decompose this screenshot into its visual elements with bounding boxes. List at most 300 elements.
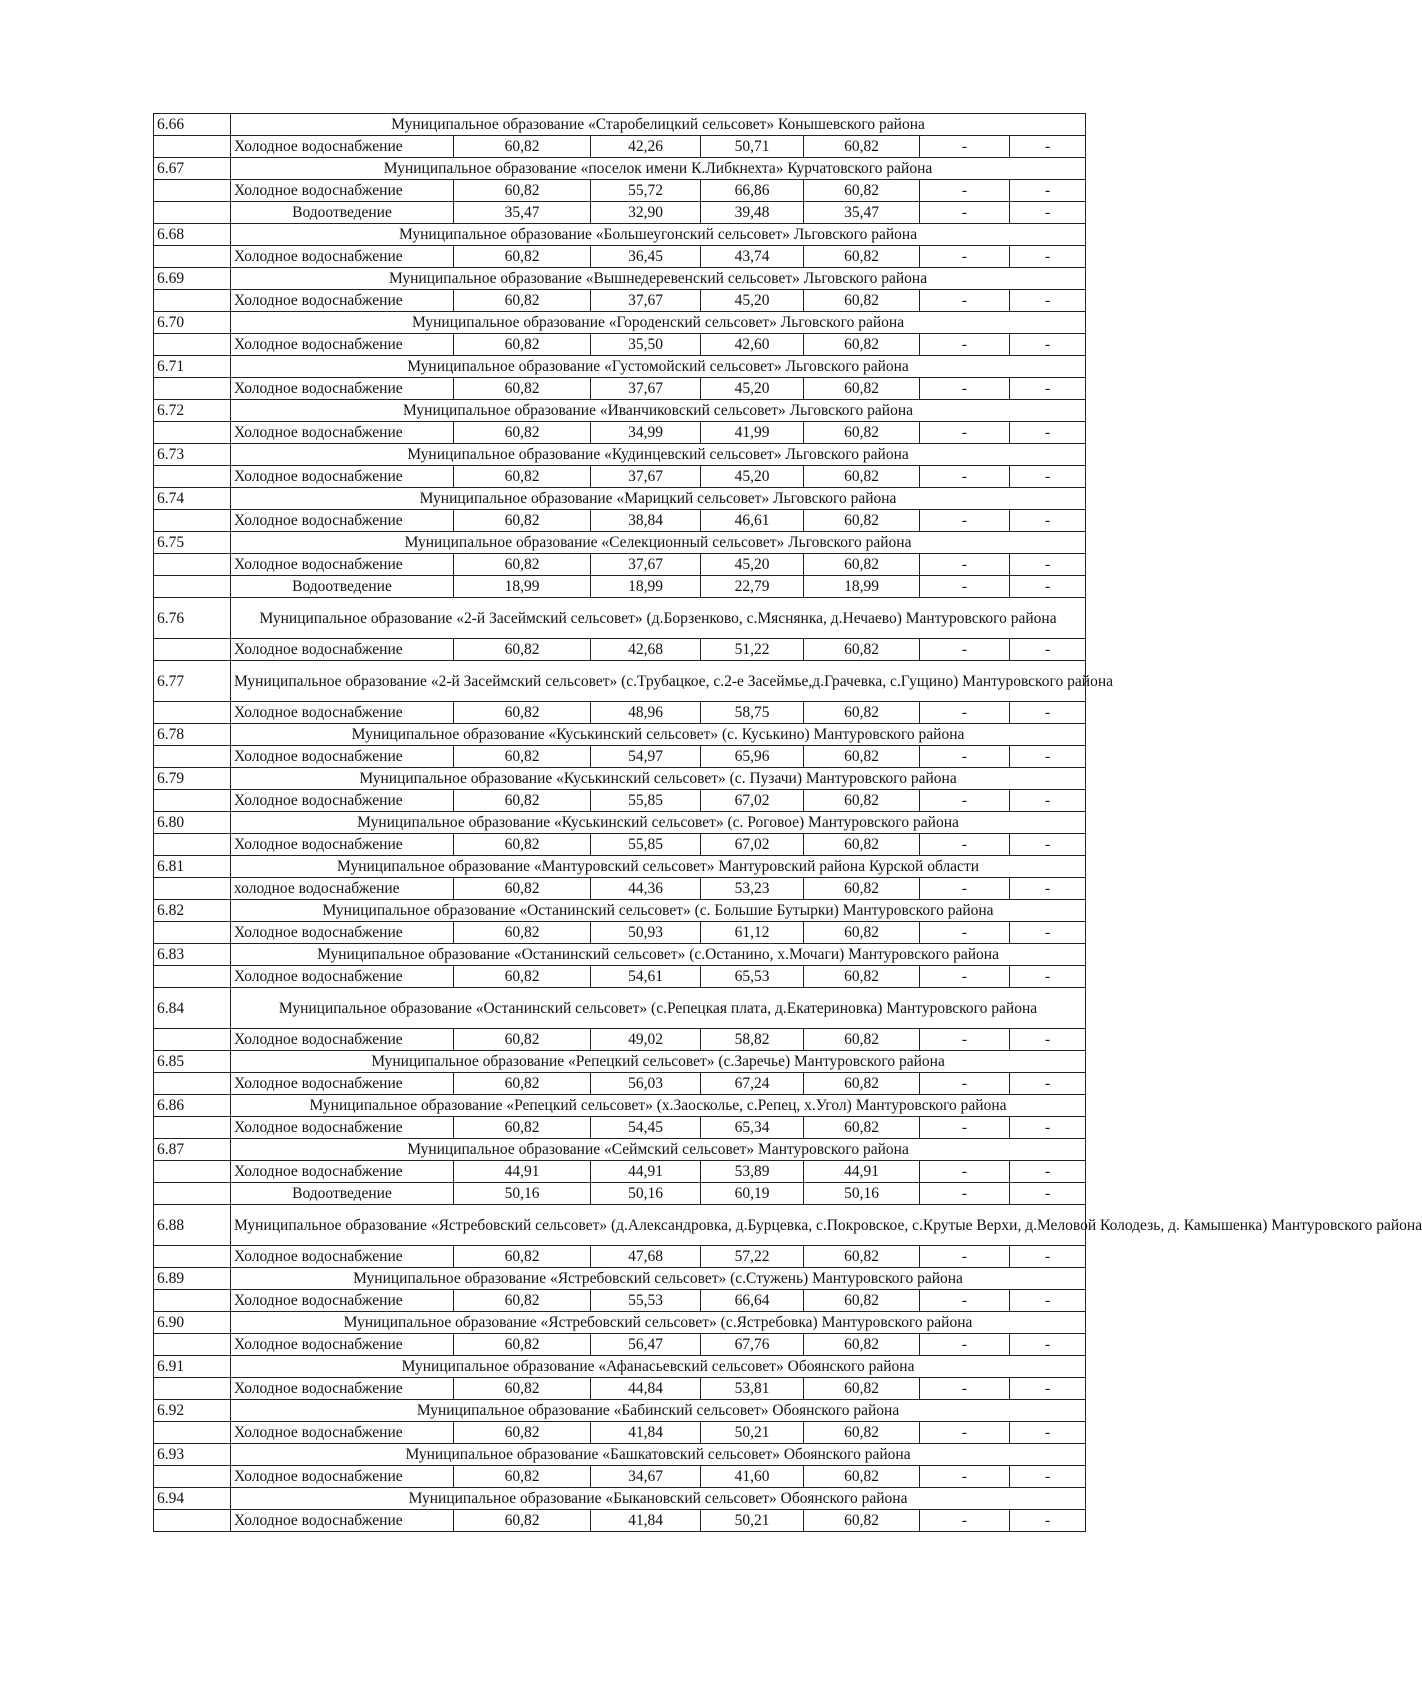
tariff-value: 60,82 [804, 878, 920, 900]
tariff-value: 56,47 [591, 1334, 701, 1356]
municipality-header-row [154, 268, 1086, 290]
empty-number-cell [154, 466, 231, 488]
municipality-title: Муниципальное образование «Мантуровский сельсовет» Мантуровский района Курской области [231, 856, 1086, 878]
tariff-value: - [1010, 790, 1086, 812]
tariff-value: 58,75 [701, 702, 804, 724]
service-name: холодное водоснабжение [231, 878, 454, 900]
municipality-title: Муниципальное образование «Ястребовский сельсовет» (с.Ястребовка) Мантуровского района [231, 1312, 1086, 1334]
tariff-value: 60,82 [454, 790, 591, 812]
service-row [154, 136, 1086, 158]
tariff-value: 45,20 [701, 554, 804, 576]
tariff-value: - [1010, 246, 1086, 268]
municipality-title: Муниципальное образование «Ястребовский сельсовет» (д.Александровка, д.Бурцевка, с.Покровское, с.Крутые Верхи, д.Меловой Колодезь, д. Камышенка) Мантуровского района [231, 1205, 1086, 1246]
row-number: 6.74 [154, 488, 231, 510]
empty-number-cell [154, 576, 231, 598]
municipality-header-row [154, 1139, 1086, 1161]
tariff-value: - [1010, 290, 1086, 312]
empty-number-cell [154, 790, 231, 812]
service-name: Холодное водоснабжение [231, 1117, 454, 1139]
service-row [154, 702, 1086, 724]
service-row [154, 1161, 1086, 1183]
empty-number-cell [154, 1334, 231, 1356]
municipality-header-row [154, 724, 1086, 746]
tariff-value: 56,03 [591, 1073, 701, 1095]
tariff-value: - [920, 466, 1010, 488]
tariff-value: 60,82 [454, 554, 591, 576]
service-name: Холодное водоснабжение [231, 1161, 454, 1183]
service-name: Холодное водоснабжение [231, 334, 454, 356]
row-number: 6.76 [154, 598, 231, 639]
empty-number-cell [154, 1510, 231, 1532]
tariff-value: 42,68 [591, 639, 701, 661]
municipality-header-row [154, 1444, 1086, 1466]
municipality-title: Муниципальное образование «Куськинский сельсовет» (с. Роговое) Мантуровского района [231, 812, 1086, 834]
tariff-value: 41,84 [591, 1422, 701, 1444]
tariff-table [153, 113, 1422, 1532]
tariff-value: 60,82 [804, 790, 920, 812]
tariff-value: 54,45 [591, 1117, 701, 1139]
municipality-title: Муниципальное образование «Останинский сельсовет» (с.Репецкая плата, д.Екатериновка) Мантуровского района [231, 988, 1086, 1029]
tariff-value: - [1010, 1466, 1086, 1488]
tariff-value: 60,82 [804, 1029, 920, 1051]
empty-number-cell [154, 378, 231, 400]
service-row [154, 1183, 1086, 1205]
tariff-value: 60,82 [804, 834, 920, 856]
municipality-header-row [154, 768, 1086, 790]
tariff-value: - [920, 576, 1010, 598]
tariff-value: 60,82 [804, 1510, 920, 1532]
tariff-value: 58,82 [701, 1029, 804, 1051]
tariff-value: 55,85 [591, 790, 701, 812]
row-number: 6.82 [154, 900, 231, 922]
service-row [154, 746, 1086, 768]
tariff-value: - [1010, 202, 1086, 224]
tariff-value: 35,47 [454, 202, 591, 224]
service-name: Холодное водоснабжение [231, 1029, 454, 1051]
municipality-title: Муниципальное образование «Сеймский сельсовет» Мантуровского района [231, 1139, 1086, 1161]
empty-number-cell [154, 510, 231, 532]
tariff-value: 54,61 [591, 966, 701, 988]
municipality-title: Муниципальное образование «Бабинский сельсовет» Обоянского района [231, 1400, 1086, 1422]
tariff-value: 60,82 [804, 746, 920, 768]
tariff-value: 44,91 [454, 1161, 591, 1183]
tariff-value: 18,99 [454, 576, 591, 598]
service-name: Холодное водоснабжение [231, 966, 454, 988]
tariff-value: 51,22 [701, 639, 804, 661]
municipality-header-row [154, 224, 1086, 246]
service-row [154, 466, 1086, 488]
tariff-value: 54,97 [591, 746, 701, 768]
municipality-header-row [154, 312, 1086, 334]
municipality-title: Муниципальное образование «Марицкий сельсовет» Льговского района [231, 488, 1086, 510]
tariff-value: - [920, 1378, 1010, 1400]
tariff-value: 61,12 [701, 922, 804, 944]
service-name: Холодное водоснабжение [231, 422, 454, 444]
service-row [154, 290, 1086, 312]
tariff-value: - [920, 1029, 1010, 1051]
tariff-value: 60,82 [804, 922, 920, 944]
tariff-value: 50,21 [701, 1422, 804, 1444]
service-row [154, 1466, 1086, 1488]
tariff-value: 47,68 [591, 1246, 701, 1268]
service-row [154, 1246, 1086, 1268]
tariff-value: 45,20 [701, 466, 804, 488]
row-number: 6.86 [154, 1095, 231, 1117]
empty-number-cell [154, 246, 231, 268]
tariff-value: 41,99 [701, 422, 804, 444]
row-number: 6.88 [154, 1205, 231, 1246]
tariff-value: 60,82 [804, 1073, 920, 1095]
municipality-header-row [154, 1095, 1086, 1117]
tariff-value: 60,82 [454, 1334, 591, 1356]
tariff-value: 60,82 [454, 246, 591, 268]
municipality-header-row [154, 661, 1086, 702]
tariff-value: 43,74 [701, 246, 804, 268]
tariff-value: - [920, 1246, 1010, 1268]
municipality-header-row [154, 158, 1086, 180]
tariff-value: 60,82 [804, 1246, 920, 1268]
tariff-value: - [920, 1117, 1010, 1139]
tariff-value: 22,79 [701, 576, 804, 598]
tariff-value: - [1010, 576, 1086, 598]
tariff-value: 37,67 [591, 290, 701, 312]
tariff-value: 34,67 [591, 1466, 701, 1488]
service-row [154, 1510, 1086, 1532]
tariff-value: - [1010, 136, 1086, 158]
empty-number-cell [154, 878, 231, 900]
tariff-value: 50,21 [701, 1510, 804, 1532]
tariff-value: 42,60 [701, 334, 804, 356]
service-name: Холодное водоснабжение [231, 790, 454, 812]
row-number: 6.94 [154, 1488, 231, 1510]
service-name: Холодное водоснабжение [231, 246, 454, 268]
municipality-title: Муниципальное образование «Останинский сельсовет» (с.Останино, х.Мочаги) Мантуровского района [231, 944, 1086, 966]
municipality-header-row [154, 114, 1086, 136]
tariff-value: - [920, 1073, 1010, 1095]
municipality-header-row [154, 1051, 1086, 1073]
row-number: 6.70 [154, 312, 231, 334]
municipality-title: Муниципальное образование «Городенский сельсовет» Льговского района [231, 312, 1086, 334]
empty-number-cell [154, 422, 231, 444]
tariff-value: 53,89 [701, 1161, 804, 1183]
municipality-header-row [154, 1205, 1086, 1246]
service-row [154, 1029, 1086, 1051]
empty-number-cell [154, 1117, 231, 1139]
tariff-value: 60,82 [454, 510, 591, 532]
tariff-value: 60,82 [454, 1029, 591, 1051]
tariff-value: 50,71 [701, 136, 804, 158]
tariff-value: 18,99 [591, 576, 701, 598]
tariff-value: - [1010, 1029, 1086, 1051]
service-name: Холодное водоснабжение [231, 136, 454, 158]
tariff-value: - [1010, 422, 1086, 444]
service-row [154, 1290, 1086, 1312]
service-row [154, 246, 1086, 268]
tariff-value: - [1010, 1422, 1086, 1444]
service-name: Холодное водоснабжение [231, 1466, 454, 1488]
document-page [153, 113, 1422, 1532]
municipality-title: Муниципальное образование «Старобелицкий сельсовет» Конышевского района [231, 114, 1086, 136]
row-number: 6.73 [154, 444, 231, 466]
service-row [154, 1334, 1086, 1356]
row-number: 6.85 [154, 1051, 231, 1073]
municipality-header-row [154, 812, 1086, 834]
tariff-value: - [1010, 922, 1086, 944]
tariff-value: 50,16 [804, 1183, 920, 1205]
tariff-value: - [920, 790, 1010, 812]
tariff-value: - [920, 639, 1010, 661]
municipality-header-row [154, 444, 1086, 466]
tariff-value: 60,82 [804, 1466, 920, 1488]
row-number: 6.91 [154, 1356, 231, 1378]
tariff-value: 60,82 [804, 422, 920, 444]
tariff-value: - [920, 746, 1010, 768]
tariff-value: 67,02 [701, 790, 804, 812]
empty-number-cell [154, 1183, 231, 1205]
tariff-value: - [1010, 834, 1086, 856]
service-name: Холодное водоснабжение [231, 746, 454, 768]
tariff-value: 38,84 [591, 510, 701, 532]
municipality-header-row [154, 1488, 1086, 1510]
service-name: Холодное водоснабжение [231, 1073, 454, 1095]
service-name: Холодное водоснабжение [231, 1378, 454, 1400]
municipality-header-row [154, 1268, 1086, 1290]
tariff-value: 60,82 [454, 378, 591, 400]
tariff-value: 60,82 [804, 639, 920, 661]
tariff-value: 60,82 [454, 1378, 591, 1400]
empty-number-cell [154, 1466, 231, 1488]
tariff-value: 66,86 [701, 180, 804, 202]
tariff-value: 48,96 [591, 702, 701, 724]
tariff-value: 60,82 [804, 702, 920, 724]
tariff-value: - [920, 1334, 1010, 1356]
municipality-header-row [154, 856, 1086, 878]
tariff-value: 37,67 [591, 378, 701, 400]
tariff-value: - [920, 422, 1010, 444]
municipality-header-row [154, 488, 1086, 510]
tariff-value: 60,82 [804, 334, 920, 356]
row-number: 6.68 [154, 224, 231, 246]
tariff-value: - [1010, 180, 1086, 202]
tariff-value: 60,82 [454, 1510, 591, 1532]
tariff-value: 49,02 [591, 1029, 701, 1051]
municipality-title: Муниципальное образование «Большеугонский сельсовет» Льговского района [231, 224, 1086, 246]
tariff-value: - [920, 510, 1010, 532]
service-name: Холодное водоснабжение [231, 378, 454, 400]
tariff-value: - [920, 966, 1010, 988]
service-row [154, 1422, 1086, 1444]
service-row [154, 1378, 1086, 1400]
tariff-value: 60,82 [454, 1466, 591, 1488]
tariff-value: - [1010, 966, 1086, 988]
tariff-value: 55,72 [591, 180, 701, 202]
row-number: 6.67 [154, 158, 231, 180]
row-number: 6.90 [154, 1312, 231, 1334]
tariff-value: 60,82 [804, 466, 920, 488]
empty-number-cell [154, 702, 231, 724]
tariff-value: - [1010, 1334, 1086, 1356]
tariff-value: - [1010, 1073, 1086, 1095]
tariff-value: 65,96 [701, 746, 804, 768]
empty-number-cell [154, 136, 231, 158]
tariff-value: 46,61 [701, 510, 804, 532]
empty-number-cell [154, 1073, 231, 1095]
service-row [154, 639, 1086, 661]
row-number: 6.77 [154, 661, 231, 702]
empty-number-cell [154, 1378, 231, 1400]
tariff-value: 67,02 [701, 834, 804, 856]
tariff-value: 67,24 [701, 1073, 804, 1095]
municipality-header-row [154, 356, 1086, 378]
empty-number-cell [154, 1161, 231, 1183]
municipality-header-row [154, 944, 1086, 966]
service-row [154, 180, 1086, 202]
empty-number-cell [154, 1029, 231, 1051]
municipality-header-row [154, 900, 1086, 922]
service-row [154, 790, 1086, 812]
tariff-value: 37,67 [591, 466, 701, 488]
tariff-value: - [1010, 510, 1086, 532]
tariff-value: 45,20 [701, 378, 804, 400]
tariff-value: 44,36 [591, 878, 701, 900]
tariff-value: 60,82 [804, 1334, 920, 1356]
tariff-value: 60,19 [701, 1183, 804, 1205]
tariff-value: 35,50 [591, 334, 701, 356]
tariff-value: - [920, 246, 1010, 268]
tariff-value: - [1010, 334, 1086, 356]
tariff-value: 44,91 [591, 1161, 701, 1183]
tariff-value: 60,82 [804, 378, 920, 400]
tariff-value: - [920, 202, 1010, 224]
service-row [154, 510, 1086, 532]
municipality-title: Муниципальное образование «Башкатовский сельсовет» Обоянского района [231, 1444, 1086, 1466]
tariff-value: 60,82 [804, 1290, 920, 1312]
tariff-value: 50,93 [591, 922, 701, 944]
service-name: Холодное водоснабжение [231, 834, 454, 856]
row-number: 6.87 [154, 1139, 231, 1161]
empty-number-cell [154, 834, 231, 856]
tariff-value: - [1010, 639, 1086, 661]
empty-number-cell [154, 290, 231, 312]
tariff-value: 65,53 [701, 966, 804, 988]
tariff-value: 57,22 [701, 1246, 804, 1268]
row-number: 6.89 [154, 1268, 231, 1290]
tariff-value: 60,82 [804, 246, 920, 268]
empty-number-cell [154, 639, 231, 661]
tariff-value: - [920, 1183, 1010, 1205]
tariff-value: 60,82 [454, 878, 591, 900]
municipality-title: Муниципальное образование «Иванчиковский сельсовет» Льговского района [231, 400, 1086, 422]
tariff-value: 60,82 [454, 922, 591, 944]
tariff-value: 60,82 [454, 966, 591, 988]
municipality-title: Муниципальное образование «Вышнедеревенский сельсовет» Льговского района [231, 268, 1086, 290]
service-name: Холодное водоснабжение [231, 1334, 454, 1356]
municipality-title: Муниципальное образование «Селекционный сельсовет» Льговского района [231, 532, 1086, 554]
tariff-value: 60,82 [804, 136, 920, 158]
municipality-title: Муниципальное образование «Куськинский сельсовет» (с. Пузачи) Мантуровского района [231, 768, 1086, 790]
municipality-title: Муниципальное образование «Репецкий сельсовет» (х.Заосколье, с.Репец, х.Угол) Мантуровского района [231, 1095, 1086, 1117]
service-name: Холодное водоснабжение [231, 1422, 454, 1444]
municipality-title: Муниципальное образование «Останинский сельсовет» (с. Большие Бутырки) Мантуровского района [231, 900, 1086, 922]
row-number: 6.72 [154, 400, 231, 422]
empty-number-cell [154, 1290, 231, 1312]
municipality-header-row [154, 598, 1086, 639]
tariff-value: 60,82 [804, 1117, 920, 1139]
service-row [154, 422, 1086, 444]
tariff-value: - [1010, 1161, 1086, 1183]
tariff-value: 60,82 [454, 180, 591, 202]
tariff-value: 41,60 [701, 1466, 804, 1488]
tariff-value: 60,82 [804, 180, 920, 202]
service-name: Холодное водоснабжение [231, 510, 454, 532]
tariff-value: - [920, 922, 1010, 944]
empty-number-cell [154, 202, 231, 224]
row-number: 6.66 [154, 114, 231, 136]
tariff-value: - [920, 834, 1010, 856]
tariff-value: 60,82 [804, 966, 920, 988]
service-row [154, 878, 1086, 900]
tariff-value: 60,82 [804, 510, 920, 532]
tariff-value: - [1010, 878, 1086, 900]
service-name: Холодное водоснабжение [231, 1290, 454, 1312]
tariff-value: - [1010, 466, 1086, 488]
tariff-value: - [920, 1161, 1010, 1183]
tariff-value: 39,48 [701, 202, 804, 224]
service-name: Холодное водоснабжение [231, 180, 454, 202]
tariff-value: - [1010, 378, 1086, 400]
municipality-header-row [154, 1356, 1086, 1378]
tariff-value: 60,82 [454, 746, 591, 768]
empty-number-cell [154, 1422, 231, 1444]
municipality-header-row [154, 988, 1086, 1029]
municipality-header-row [154, 400, 1086, 422]
row-number: 6.92 [154, 1400, 231, 1422]
municipality-title: Муниципальное образование «Репецкий сельсовет» (с.Заречье) Мантуровского района [231, 1051, 1086, 1073]
service-row [154, 202, 1086, 224]
tariff-value: - [920, 136, 1010, 158]
tariff-value: 60,82 [804, 290, 920, 312]
tariff-value: - [1010, 1117, 1086, 1139]
tariff-value: 37,67 [591, 554, 701, 576]
service-name: Водоотведение [231, 576, 454, 598]
tariff-value: 60,82 [454, 1422, 591, 1444]
municipality-title: Муниципальное образование «Ястребовский сельсовет» (с.Стужень) Мантуровского района [231, 1268, 1086, 1290]
tariff-value: - [920, 878, 1010, 900]
service-name: Холодное водоснабжение [231, 290, 454, 312]
service-row [154, 1073, 1086, 1095]
tariff-value: 45,20 [701, 290, 804, 312]
tariff-value: 65,34 [701, 1117, 804, 1139]
municipality-title: Муниципальное образование «Кудинцевский сельсовет» Льговского района [231, 444, 1086, 466]
empty-number-cell [154, 334, 231, 356]
table-body [154, 114, 1422, 1532]
tariff-value: - [920, 334, 1010, 356]
tariff-value: 32,90 [591, 202, 701, 224]
tariff-value: - [1010, 1290, 1086, 1312]
municipality-title: Муниципальное образование «2-й Засеймский сельсовет» (д.Борзенково, с.Мяснянка, д.Нечаево) Мантуровского района [231, 598, 1086, 639]
empty-number-cell [154, 922, 231, 944]
tariff-value: 60,82 [454, 136, 591, 158]
empty-number-cell [154, 180, 231, 202]
row-number: 6.84 [154, 988, 231, 1029]
tariff-value: 50,16 [454, 1183, 591, 1205]
service-name: Холодное водоснабжение [231, 639, 454, 661]
row-number: 6.81 [154, 856, 231, 878]
tariff-value: 60,82 [454, 1117, 591, 1139]
service-row [154, 554, 1086, 576]
tariff-value: 42,26 [591, 136, 701, 158]
row-number: 6.69 [154, 268, 231, 290]
